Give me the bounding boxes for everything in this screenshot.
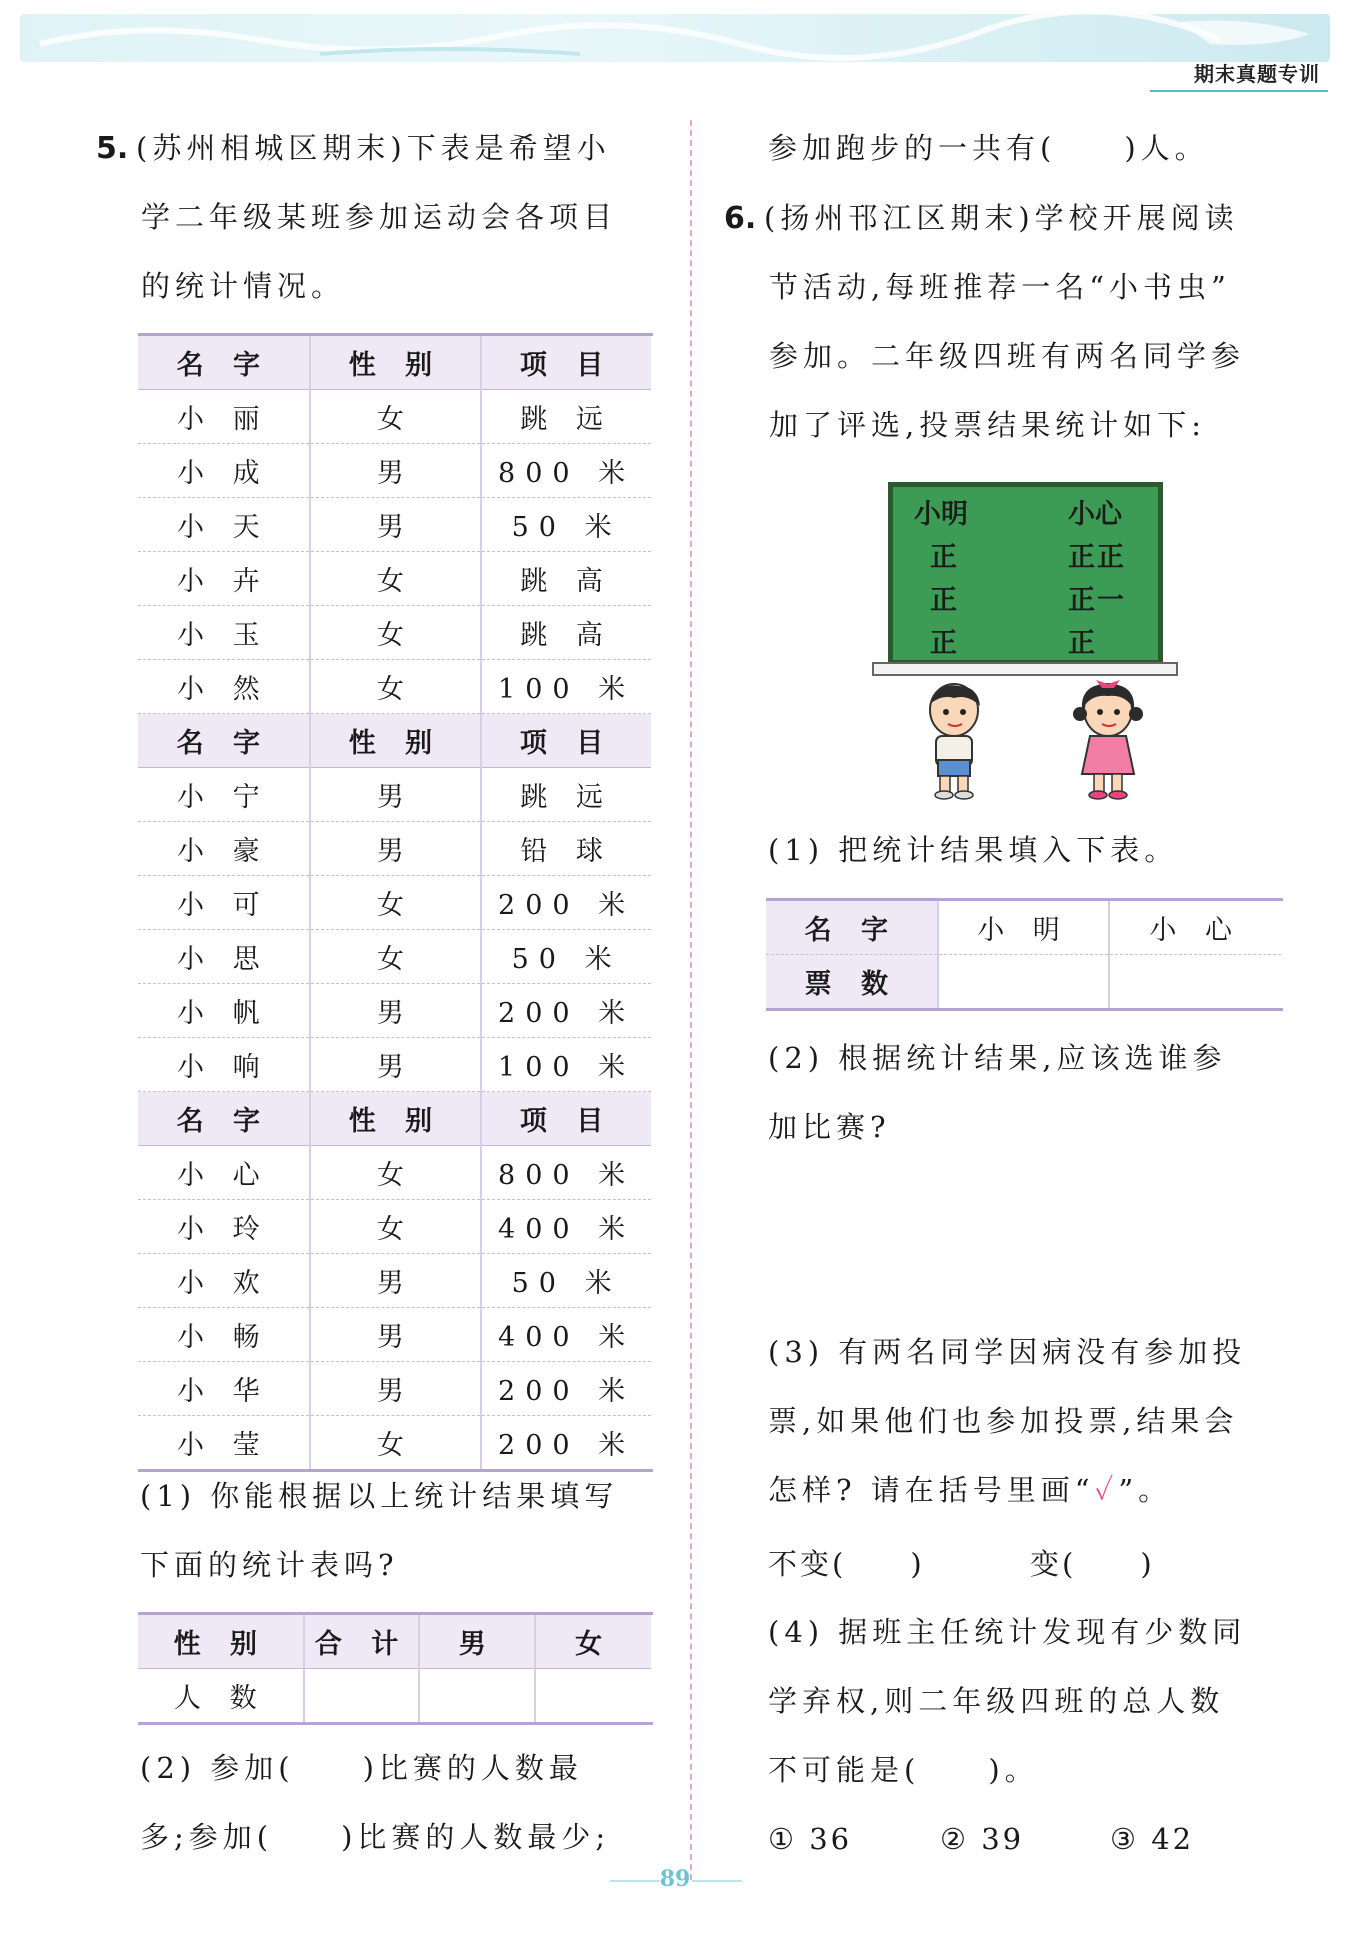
- event-cell: 跳 远: [481, 768, 652, 822]
- event-cell: 400 米: [481, 1200, 652, 1254]
- summary-header-male: 男: [419, 1615, 535, 1669]
- tally-left-3: 正: [930, 628, 959, 659]
- student-name-cell: 小 莹: [138, 1416, 310, 1471]
- q5-table-header-cell: 名 字: [138, 336, 310, 390]
- q6-intro-line2: 节活动,每班推荐一名“小书虫”: [769, 270, 1231, 304]
- event-cell: 50 米: [481, 498, 652, 552]
- gender-cell: 女: [310, 390, 482, 444]
- board-name-xiaoxin: 小心: [1068, 499, 1122, 530]
- tally-right-2: 正一: [1068, 585, 1126, 616]
- student-name-cell: 小 响: [138, 1038, 310, 1092]
- q5-table-header-cell: 性 别: [310, 714, 482, 768]
- event-cell: 50 米: [481, 1254, 652, 1308]
- table-row: [138, 1254, 652, 1308]
- student-name-cell: 小 成: [138, 444, 310, 498]
- student-name-cell: 小 然: [138, 660, 310, 714]
- q5-table-header-cell: 性 别: [310, 336, 482, 390]
- gender-cell: 男: [310, 984, 482, 1038]
- q5-intro-line2: 学二年级某班参加运动会各项目: [141, 200, 618, 234]
- table-row: [138, 444, 652, 498]
- gender-cell: 男: [310, 1362, 482, 1416]
- option-unchanged[interactable]: 不变( ): [768, 1547, 925, 1581]
- q5-summary-table: [138, 1615, 653, 1725]
- event-cell: 200 米: [481, 1362, 652, 1416]
- gender-cell: 男: [310, 444, 482, 498]
- q6-intro-line1: (扬州邗江区期末)学校开展阅读: [764, 201, 1239, 235]
- gender-cell: 女: [310, 930, 482, 984]
- event-cell: 跳 高: [481, 552, 652, 606]
- event-cell: 200 米: [481, 984, 652, 1038]
- event-cell: 铅 球: [481, 822, 652, 876]
- gender-cell: 男: [310, 768, 482, 822]
- q6-sub1: (1) 把统计结果填入下表。: [768, 833, 1179, 867]
- q6-vote-table: [766, 901, 1283, 1011]
- student-name-cell: 小 华: [138, 1362, 310, 1416]
- gender-cell: 女: [310, 1416, 482, 1471]
- blackboard-ledge: [872, 662, 1178, 676]
- summary-header-female: 女: [535, 1615, 652, 1669]
- student-name-cell: 小 心: [138, 1146, 310, 1200]
- boy-illustration-icon: [908, 680, 1000, 800]
- table-row: [138, 1308, 652, 1362]
- table-row: [138, 768, 652, 822]
- q5-table-header-row: [138, 336, 652, 390]
- q5-table-header-cell: 项 目: [481, 714, 652, 768]
- q5-table-header-cell: 名 字: [138, 1092, 310, 1146]
- tally-left-2: 正: [930, 585, 959, 616]
- q6-sub3: [768, 1318, 1328, 1525]
- table-row: [138, 552, 652, 606]
- q6-votes-xiaoxin-cell[interactable]: [1109, 955, 1282, 1010]
- summary-male-cell[interactable]: [419, 1669, 535, 1724]
- q6-header-name: 名 字: [766, 901, 938, 955]
- gender-cell: 男: [310, 1308, 482, 1362]
- table-row: [138, 498, 652, 552]
- q6-sub4: [768, 1598, 1328, 1805]
- student-name-cell: 小 欢: [138, 1254, 310, 1308]
- q6-sub3-line3: [768, 1456, 1328, 1525]
- event-cell: 50 米: [481, 930, 652, 984]
- q6-intro-line4: 加了评选,投票结果统计如下:: [769, 408, 1206, 442]
- table-row: [138, 660, 652, 714]
- gender-cell: 女: [310, 660, 482, 714]
- table-row: [138, 606, 652, 660]
- student-name-cell: 小 丽: [138, 390, 310, 444]
- q5-table-header-row: [138, 714, 652, 768]
- q6-name-xiaoxin: 小 心: [1109, 901, 1282, 955]
- tally-left-1: 正: [930, 542, 959, 573]
- gender-cell: 男: [310, 822, 482, 876]
- q6-name-xiaoming: 小 明: [938, 901, 1110, 955]
- q5-sub1-line2: 下面的统计表吗?: [140, 1548, 399, 1582]
- q6-sub2-line1: (2) 根据统计结果,应该选谁参: [768, 1041, 1227, 1075]
- event-cell: 800 米: [481, 1146, 652, 1200]
- q5-sub2-line1: (2) 参加( )比赛的人数最: [140, 1751, 583, 1785]
- gender-cell: 男: [310, 498, 482, 552]
- q5-intro-line3: 的统计情况。: [141, 269, 346, 303]
- summary-header-total: 合 计: [304, 1615, 420, 1669]
- q6-sub2-line2: 加比赛?: [768, 1110, 891, 1144]
- section-label: 期末真题专训: [1194, 62, 1320, 86]
- table-row: [138, 876, 652, 930]
- q6-sub3-line3-post: ”。: [1118, 1473, 1173, 1507]
- event-cell: 100 米: [481, 660, 652, 714]
- board-name-xiaoming: 小明: [914, 499, 968, 530]
- table-row: [138, 1038, 652, 1092]
- student-name-cell: 小 天: [138, 498, 310, 552]
- q5-intro-line1: (苏州相城区期末)下表是希望小: [136, 131, 611, 165]
- table-row: [138, 1200, 652, 1254]
- gender-cell: 女: [310, 876, 482, 930]
- summary-female-cell[interactable]: [535, 1669, 652, 1724]
- page-number: 89: [659, 1866, 691, 1892]
- q6-intro: [724, 184, 1334, 460]
- student-name-cell: 小 可: [138, 876, 310, 930]
- q5-sub2: [140, 1734, 685, 1872]
- girl-illustration-icon: [1062, 680, 1154, 800]
- choice-39[interactable]: ② 39: [940, 1822, 1025, 1856]
- option-changed[interactable]: 变( ): [1030, 1547, 1155, 1581]
- table-row: [138, 1362, 652, 1416]
- q5-sub1-line1: (1) 你能根据以上统计结果填写: [140, 1479, 619, 1513]
- event-cell: 400 米: [481, 1308, 652, 1362]
- event-cell: 跳 远: [481, 390, 652, 444]
- gender-cell: 女: [310, 1146, 482, 1200]
- q6-sub3-line1: (3) 有两名同学因病没有参加投: [768, 1335, 1247, 1369]
- gender-cell: 女: [310, 1200, 482, 1254]
- column-divider: [690, 120, 692, 1880]
- table-row: [138, 984, 652, 1038]
- q6-number: 6.: [724, 201, 757, 236]
- q5-table-header-cell: 性 别: [310, 1092, 482, 1146]
- student-name-cell: 小 玲: [138, 1200, 310, 1254]
- event-cell: 100 米: [481, 1038, 652, 1092]
- event-cell: 800 米: [481, 444, 652, 498]
- checkmark-icon: ✓: [1094, 1473, 1119, 1507]
- table-row: [138, 390, 652, 444]
- student-name-cell: 小 卉: [138, 552, 310, 606]
- student-name-cell: 小 宁: [138, 768, 310, 822]
- q5-sub2-line2: 多;参加( )比赛的人数最少;: [140, 1820, 611, 1854]
- gender-cell: 女: [310, 606, 482, 660]
- summary-total-cell[interactable]: [304, 1669, 420, 1724]
- q6-sub3-line2: 票,如果他们也参加投票,结果会: [768, 1404, 1239, 1438]
- student-name-cell: 小 思: [138, 930, 310, 984]
- q5-number: 5.: [96, 131, 129, 166]
- q6-votes-xiaoming-cell[interactable]: [938, 955, 1110, 1010]
- gender-cell: 男: [310, 1254, 482, 1308]
- q5-stat-table: [138, 336, 653, 1472]
- q5-intro: [96, 114, 676, 321]
- q6-header-votes: 票 数: [766, 955, 938, 1010]
- summary-header-gender: 性 别: [138, 1615, 304, 1669]
- student-name-cell: 小 帆: [138, 984, 310, 1038]
- event-cell: 200 米: [481, 1416, 652, 1471]
- q6-sub4-line2: 学弃权,则二年级四班的总人数: [768, 1684, 1225, 1718]
- q5-table-header-cell: 项 目: [481, 1092, 652, 1146]
- choice-36[interactable]: ① 36: [768, 1822, 853, 1856]
- q6-intro-line3: 参加。二年级四班有两名同学参: [769, 339, 1246, 373]
- tally-right-3: 正: [1068, 628, 1097, 659]
- q5-table-header-cell: 名 字: [138, 714, 310, 768]
- q6-sub2: [768, 1024, 1328, 1162]
- q5-table-header-row: [138, 1092, 652, 1146]
- gender-cell: 男: [310, 1038, 482, 1092]
- q6-sub4-line1: (4) 据班主任统计发现有少数同: [768, 1615, 1247, 1649]
- student-name-cell: 小 玉: [138, 606, 310, 660]
- q5-sub1: [140, 1462, 690, 1600]
- table-row: [138, 822, 652, 876]
- student-name-cell: 小 豪: [138, 822, 310, 876]
- student-name-cell: 小 畅: [138, 1308, 310, 1362]
- tally-right-1: 正正: [1068, 542, 1126, 573]
- q5-table-header-cell: 项 目: [481, 336, 652, 390]
- summary-row-label: 人 数: [138, 1669, 304, 1724]
- q5-sub2-line3: 参加跑步的一共有( )人。: [768, 131, 1209, 165]
- gender-cell: 女: [310, 552, 482, 606]
- event-cell: 跳 高: [481, 606, 652, 660]
- q6-sub4-line3: 不可能是( )。: [768, 1753, 1039, 1787]
- header-rule: [1150, 90, 1328, 92]
- q6-sub3-line3-pre: 怎样? 请在括号里画“: [768, 1473, 1095, 1507]
- choice-42[interactable]: ③ 42: [1110, 1822, 1195, 1856]
- event-cell: 200 米: [481, 876, 652, 930]
- header-band: [20, 14, 1330, 62]
- header-wave-decoration: [20, 14, 1330, 62]
- table-row: [138, 930, 652, 984]
- table-row: [138, 1146, 652, 1200]
